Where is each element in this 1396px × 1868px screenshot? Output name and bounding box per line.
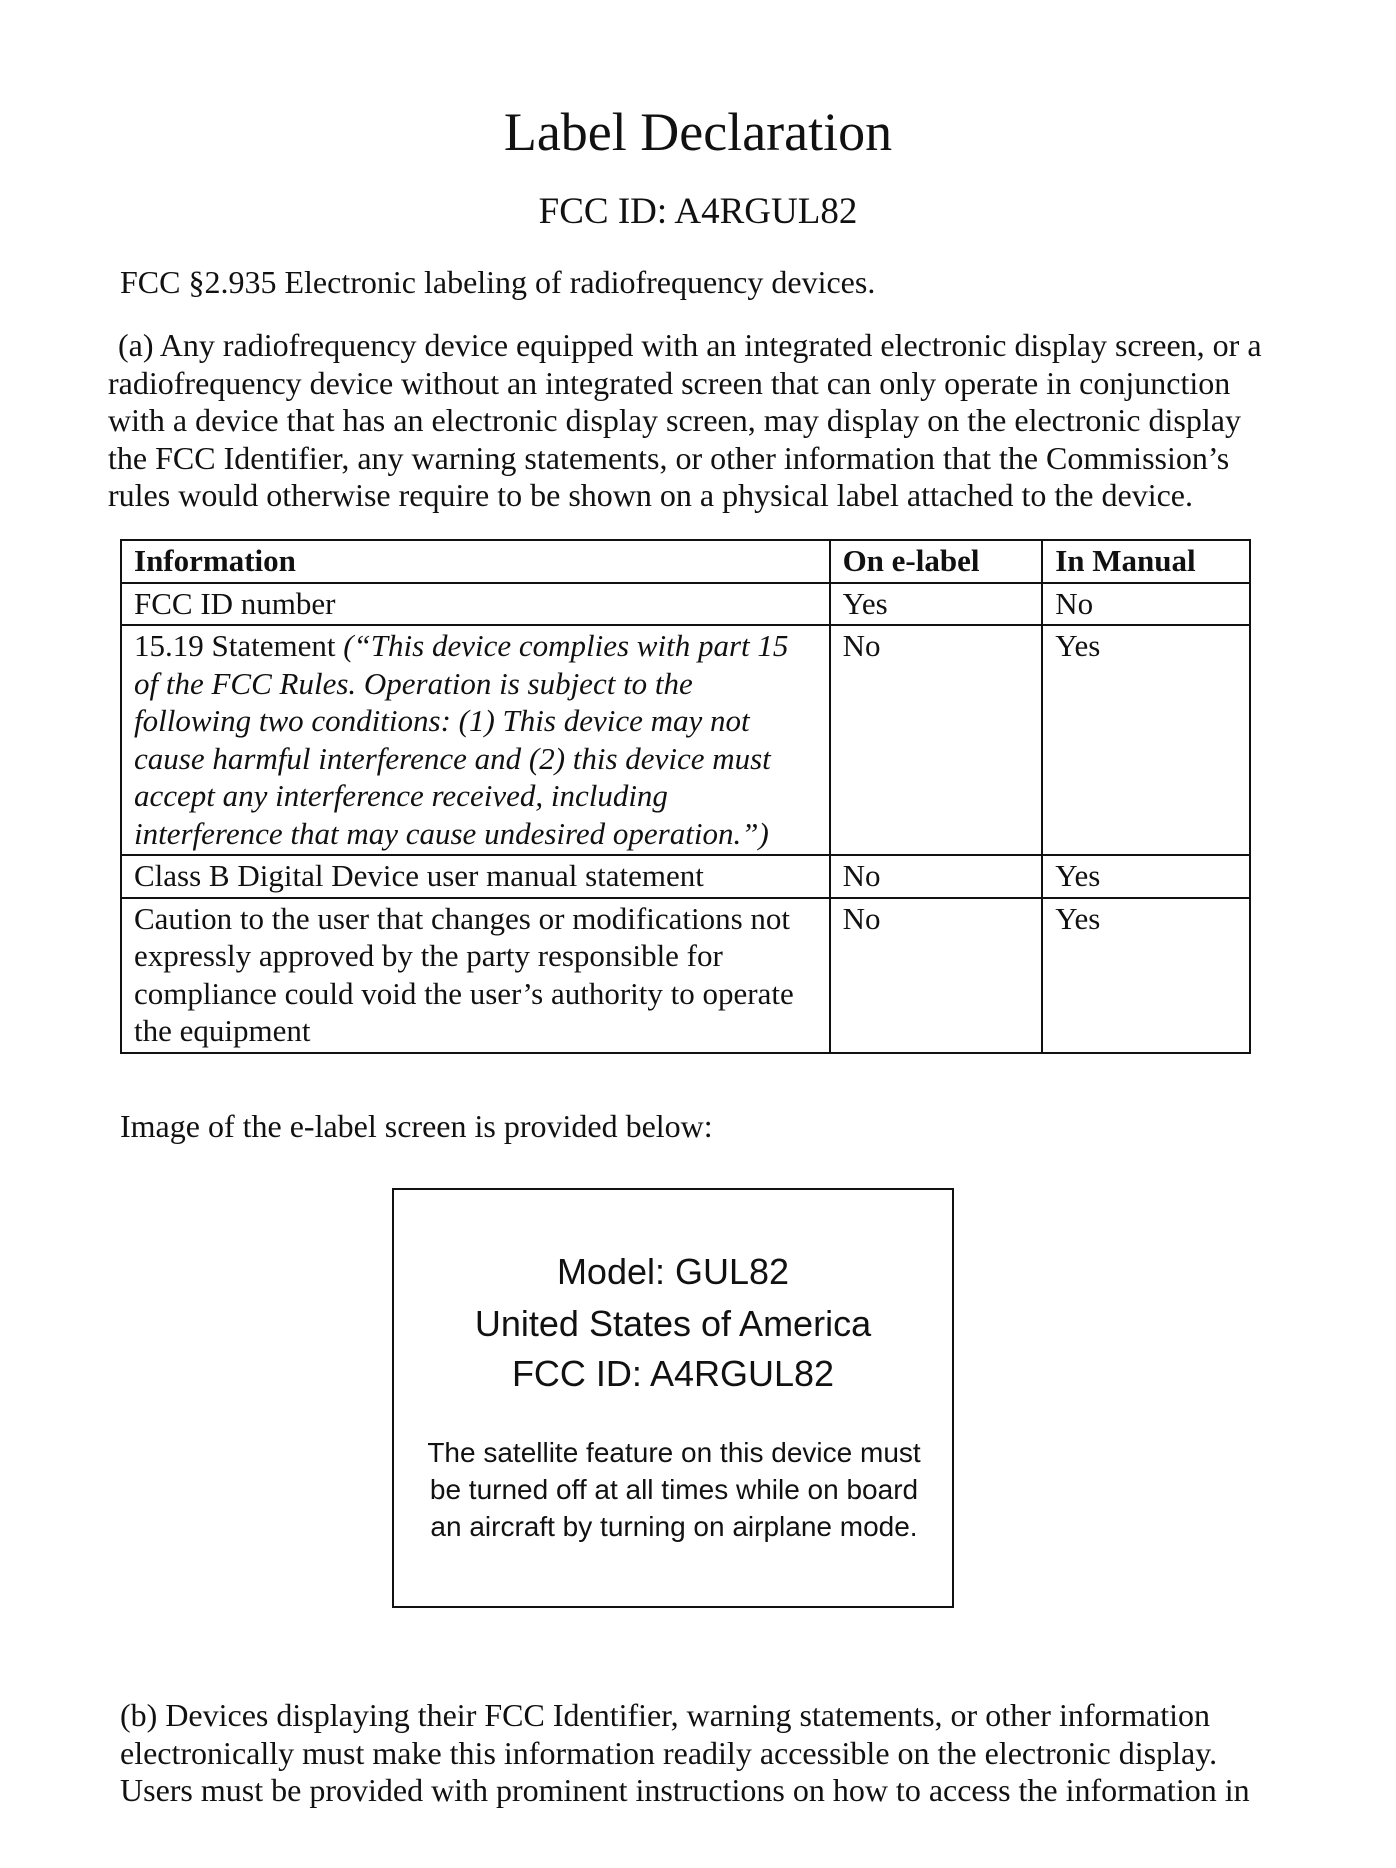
info-text: 15.19 Statement: [134, 628, 336, 663]
elabel-warning: The satellite feature on this device must be turned off at all times while on board an aircraft by turning on airplane mode.: [427, 1437, 921, 1542]
cell-in-manual: Yes: [1042, 898, 1250, 1053]
document-title: Label Declaration: [503, 102, 893, 162]
cell-information: [121, 583, 830, 626]
table-row: [121, 898, 1250, 1053]
rule-heading: FCC §2.935 Electronic labeling of radiofrequency devices.: [120, 264, 876, 300]
table-row: [121, 583, 1250, 626]
elabel-screen-image: [392, 1188, 954, 1608]
elabel-model: Model: GUL82: [556, 1251, 790, 1292]
table-row: [121, 625, 1250, 855]
cell-information: [121, 625, 830, 855]
info-text: Caution to the user that changes or modifications not expressly approved by the party responsible for compliance could void the user’s authority to operate the equipment: [134, 900, 794, 1048]
fcc-id-heading: FCC ID: A4RGUL82: [538, 191, 858, 232]
table-row: [121, 855, 1250, 898]
cell-information: [121, 898, 830, 1053]
cell-on-elabel: Yes: [830, 583, 1043, 626]
header-in-manual: In Manual: [1042, 540, 1250, 583]
table-header-row: [121, 540, 1250, 583]
cell-on-elabel: No: [830, 898, 1043, 1053]
header-on-elabel: On e-label: [830, 540, 1043, 583]
header-information: Information: [121, 540, 830, 583]
image-intro-text: Image of the e-label screen is provided below:: [120, 1108, 713, 1144]
cell-in-manual: No: [1042, 583, 1250, 626]
cell-in-manual: Yes: [1042, 855, 1250, 898]
cell-on-elabel: No: [830, 855, 1043, 898]
cell-information: [121, 855, 830, 898]
elabel-country: United States of America: [474, 1303, 872, 1344]
info-note: (“This device complies with part 15 of the FCC Rules. Operation is subject to the following two conditions: (1) This device may not cause harmful interference and (2) this device must accept any interference received, including interference that may cause undesired operation.”): [134, 628, 789, 851]
info-text: Class B Digital Device user manual statement: [134, 858, 704, 893]
labeling-table: [120, 539, 1251, 1054]
cell-on-elabel: No: [830, 625, 1043, 855]
info-text: FCC ID number: [134, 585, 336, 621]
paragraph-b: (b) Devices displaying their FCC Identifier, warning statements, or other information electronically must make this information readily accessible on the electronic display. Users must be provided with prominent instructions on how to access the information in: [120, 1697, 1250, 1808]
cell-in-manual: Yes: [1042, 625, 1250, 855]
paragraph-a: (a) Any radiofrequency device equipped with an integrated electronic display screen, or a radiofrequency device without an integrated screen that can only operate in conjunction with a device that has an electronic display screen, may display on the electronic display the FCC Identifier, any warning statements, or other information that the Commission’s rules would otherwise require to be shown on a physical label attached to the device.: [108, 327, 1262, 513]
elabel-fcc-id: FCC ID: A4RGUL82: [511, 1353, 835, 1394]
